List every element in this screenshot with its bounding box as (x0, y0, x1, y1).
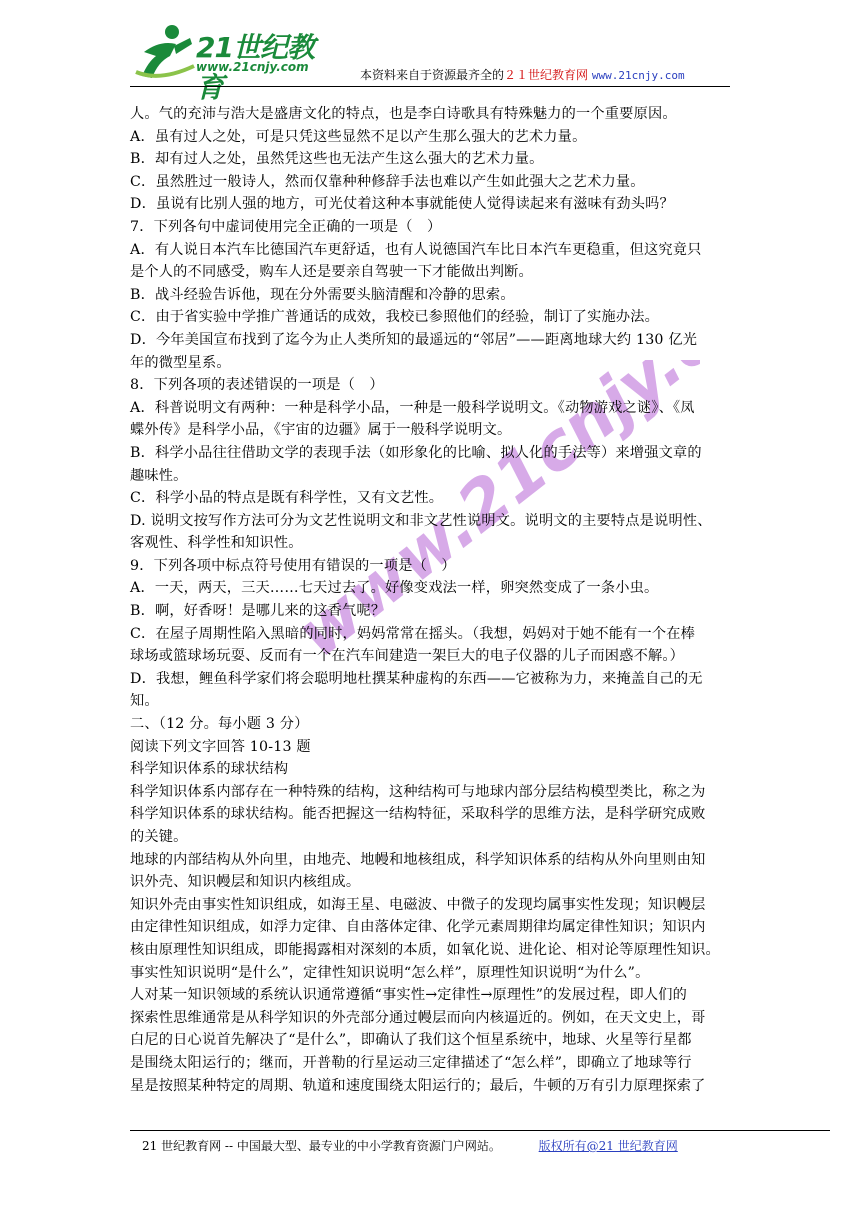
text-line: 知识外壳由事实性知识组成，如海王星、电磁波、中微子的发现均属事实性发现；知识幔层 (130, 896, 706, 913)
logo-url: www.21cnjy.com (196, 60, 309, 74)
logo-text: 21世纪教育 (196, 31, 314, 104)
text-line: 9．下列各项中标点符号使用有错误的一项是（ ） (130, 557, 456, 574)
text-line: 人。气的充沛与浩大是盛唐文化的特点，也是李白诗歌具有特殊魅力的一个重要原因。 (130, 106, 677, 122)
header-prefix: 本资料来自于资源最齐全的 (360, 68, 505, 82)
text-line: 白尼的日心说首先解决了“是什么”，即确认了我们这个恒星系统中，地球、火星等行星都 (130, 1032, 692, 1049)
text-line: 7．下列各句中虚词使用完全正确的一项是（ ） (130, 218, 442, 235)
text-line: 的关键。 (130, 829, 188, 845)
footer-copyright-link[interactable]: 版权所有@21 世纪教育网 (538, 1139, 678, 1153)
text-line: 知。 (130, 693, 159, 710)
text-line: 由定律性知识组成，如浮力定律、自由落体定律、化学元素周期律均属定律性知识；知识内 (130, 919, 706, 936)
text-line: 趣味性。 (130, 467, 188, 484)
text-line: 是围绕太阳运行的；继而，开普勒的行星运动三定律描述了“怎么样”，即确立了地球等行 (130, 1054, 692, 1071)
footer-text: 21 世纪教育网 -- 中国最大型、最专业的中小学教育资源门户网站。 (142, 1139, 501, 1153)
text-line: A．科普说明文有两种：一种是科学小品，一种是一般科学说明文。《动物游戏之谜》、《凤 (130, 399, 695, 416)
text-line: 地球的内部结构从外向里，由地壳、地幔和地核组成，科学知识体系的结构从外向里则由知 (130, 851, 706, 868)
text-line: 球场或篮球场玩耍、反而有一个在汽车间建造一架巨大的电子仪器的儿子而困惑不解。） (130, 648, 685, 665)
text-line: 事实性知识说明“是什么”，定律性知识说明“怎么样”，原理性知识说明“为什么”。 (130, 964, 650, 981)
footer-divider (130, 1130, 830, 1131)
text-line: B．科学小品往往借助文学的表现手法（如形象化的比喻、拟人化的手法等）来增强文章的 (130, 444, 702, 461)
text-line: 阅读下列文字回答 10-13 题 (130, 738, 311, 755)
text-line: D. 说明文按写作方法可分为文艺性说明文和非文艺性说明文。说明文的主要特点是说明性、 (130, 512, 712, 529)
text-line: A．有人说日本汽车比德国汽车更舒适，也有人说德国汽车比日本汽车更稳重，但这究竟只 (130, 241, 702, 258)
header-divider (130, 86, 730, 87)
text-line: B．啊，好香呀！是哪儿来的这香气呢？ (130, 603, 386, 620)
logo (130, 22, 340, 104)
text-line: C．由于省实验中学推广普通话的成效，我校已参照他们的经验，制订了实施办法。 (130, 309, 660, 326)
text-line: B．却有过人之处，虽然凭这些也无法产生这么强大的艺术力量。 (130, 151, 544, 168)
text-line: C．虽然胜过一般诗人，然而仅靠种种修辞手法也难以产生如此强大之艺术力量。 (130, 173, 645, 190)
watermark-text: www.21cnjy.com (282, 360, 700, 673)
text-line: D．今年美国宣布找到了迄今为止人类所知的最遥远的“邻居”——距离地球大约 130 亿光 (130, 331, 698, 348)
header-site-url[interactable]: www.21cnjy.com (591, 69, 685, 82)
text-line: D．我想，鲤鱼科学家们将会聪明地杜撰某种虚构的东西——它被称为力，来掩盖自己的无 (130, 670, 703, 687)
text-line: D．虽说有比别人强的地方，可光仗着这种本事就能使人觉得读起来有滋味有劲头吗？ (130, 196, 674, 213)
text-line: 是个人的不同感受，购车人还是要亲自驾驶一下才能做出判断。 (130, 264, 533, 281)
text-line: 核由原理性知识组成，即能揭露相对深刻的本质，如氧化说、进化论、相对论等原理性知识。 (130, 941, 720, 958)
logo-figure-icon (130, 22, 200, 84)
text-line: 科学知识体系内部存在一种特殊的结构，这种结构可与地球内部分层结构模型类比，称之为 (130, 783, 706, 800)
document-body (130, 103, 730, 1097)
text-line: A．一天，两天，三天……七天过去了。好像变戏法一样，卵突然变成了一条小虫。 (130, 580, 659, 597)
text-line: 年的微型星系。 (130, 354, 231, 371)
text-line: 识外壳、知识幔层和知识内核组成。 (130, 874, 361, 891)
text-line: 二、（12 分。每小题 3 分） (130, 716, 309, 733)
text-line: C．在屋子周期性陷入黑暗的同时，妈妈常常在摇头。（我想，妈妈对于她不能有一个在棒 (130, 625, 696, 642)
text-line: 星是按照某种特定的周期、轨道和速度围绕太阳运行的；最后，牛顿的万有引力原理探索了 (130, 1077, 706, 1094)
text-line: 8．下列各项的表述错误的一项是（ ） (130, 377, 384, 394)
header-site-name[interactable]: ２１世纪教育网 (504, 68, 589, 82)
text-line: 科学知识体系的球状结构。能否把握这一结构特征，采取科学的思维方法，是科学研究成败 (130, 806, 706, 823)
text-line: C．科学小品的特点是既有科学性，又有文艺性。 (130, 490, 444, 507)
header-source-text (360, 66, 685, 83)
page-footer (142, 1137, 678, 1154)
text-line: 探索性思维通常是从科学知识的外壳部分通过幔层而向内核逼近的。例如，在天文史上，哥 (130, 1009, 706, 1026)
text-line: 客观性、科学性和知识性。 (130, 535, 303, 552)
text-line: A．虽有过人之处，可是只凭这些显然不足以产生那么强大的艺术力量。 (130, 128, 587, 145)
text-line: 科学知识体系的球状结构 (130, 761, 289, 778)
text-line: 人对某一知识领域的系统认识通常遵循“事实性→定律性→原理性”的发展过程，即人们的 (130, 987, 688, 1004)
text-line: 蝶外传》是科学小品，《宇宙的边疆》属于一般科学说明文。 (130, 422, 512, 439)
text-line: B．战斗经验告诉他，现在分外需要头脑清醒和冷静的思索。 (130, 286, 515, 303)
